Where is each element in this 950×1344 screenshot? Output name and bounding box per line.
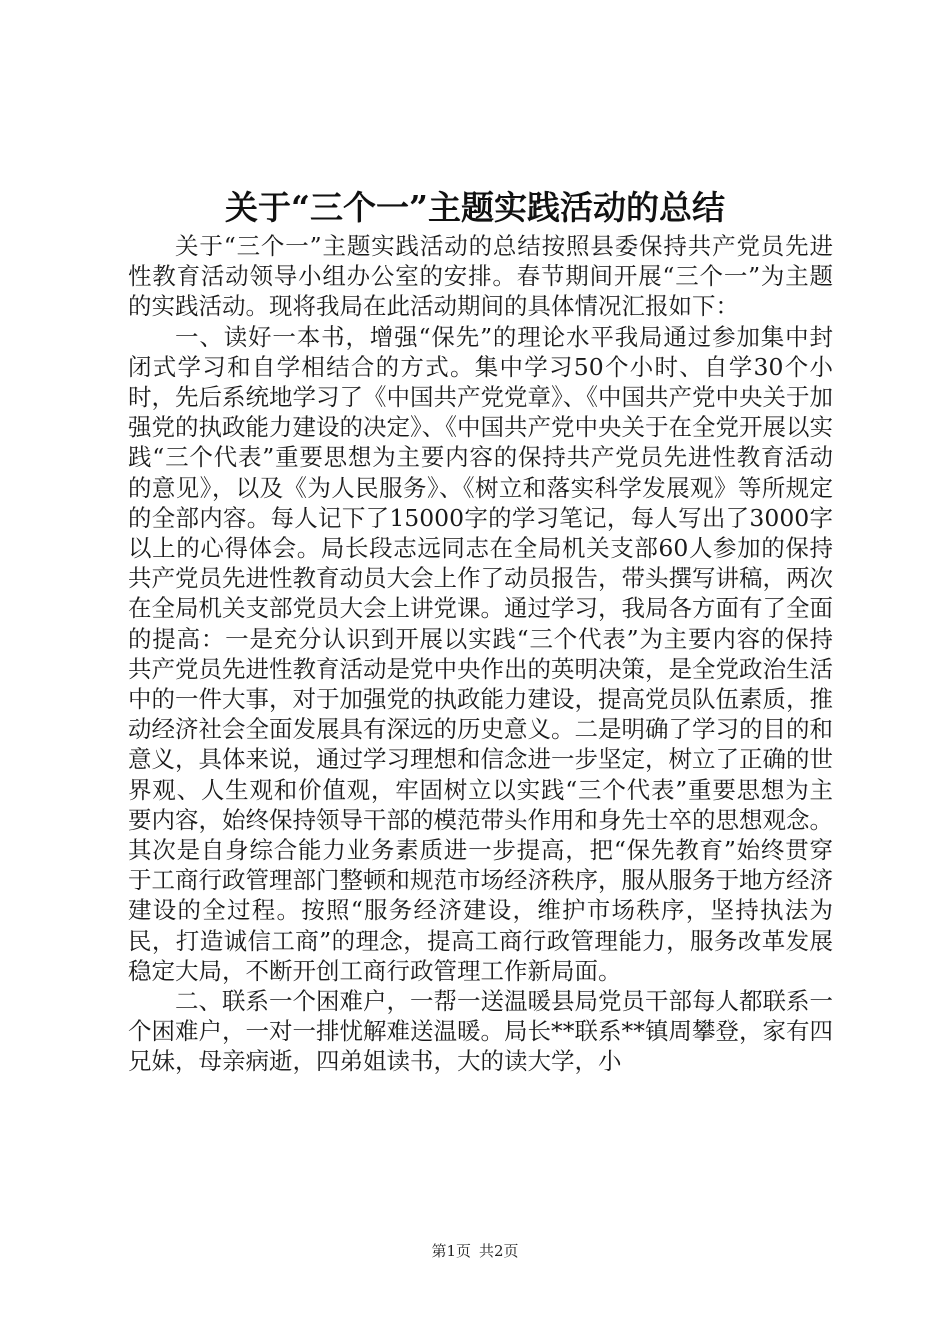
paragraph-intro: 关于“三个一”主题实践活动的总结按照县委保持共产党员先进性教育活动领导小组办公室的安排。春节期间开展“三个一”为主题的实践活动。现将我局在此活动期间的具体情况汇报如下： xyxy=(128,232,833,321)
paragraph-section-one: 一、读好一本书，增强“保先”的理论水平我局通过参加集中封闭式学习和自学相结合的方式。集中学习50个小时、自学30个小时，先后系统地学习了《中国共产党党章》、《中国共产党中央关于加强党的执政能力建设的决定》、《中国共产党中央关于在全党开展以实践“三个代表”重要思想为主要内容的保持共产党员先进性教育活动的意见》，以及《为人民服务》、《树立和落实科学发展观》等所规定的全部内容。每人记下了15000字的学习笔记，每人写出了3000字以上的心得体会。局长段志远同志在全局机关支部60人参加的保持共产党员先进性教育动员大会上作了动员报告，带头撰写讲稿，两次在全局机关支部党员大会上讲党课。通过学习，我局各方面有了全面的提高：一是充分认识到开展以实践“三个代表”为主要内容的保持共产党员先进性教育活动是党中央作出的英明决策，是全党政治生活中的一件大事，对于加强党的执政能力建设，提高党员队伍素质，推动经济社会全面发展具有深远的历史意义。二是明确了学习的目的和意义，具体来说，通过学习理想和信念进一步坚定，树立了正确的世界观、人生观和价值观，牢固树立以实践“三个代表”重要思想为主要内容，始终保持领导干部的模范带头作用和身先士卒的思想观念。其次是自身综合能力业务素质进一步提高，把“保先教育”始终贯穿于工商行政管理部门整顿和规范市场经济秩序，服从服务于地方经济建设的全过程。按照“服务经济建设，维护市场秩序，坚持执法为民，打造诚信工商”的理念，提高工商行政管理能力，服务改革发展稳定大局，不断开创工商行政管理工作新局面。 xyxy=(128,322,833,985)
document-body xyxy=(128,231,833,1077)
page-total: 共2页 xyxy=(479,1242,519,1260)
page-footer xyxy=(0,1241,950,1261)
document-title: 关于“三个一”主题实践活动的总结 xyxy=(225,188,725,227)
paragraph-section-two: 二、联系一个困难户，一帮一送温暖县局党员干部每人都联系一个困难户，一对一排忧解难送温暖。局长**联系**镇周攀登，家有四兄妹，母亲病逝，四弟姐读书，大的读大学，小 xyxy=(128,987,833,1076)
page-number: 第1页 xyxy=(431,1242,471,1260)
